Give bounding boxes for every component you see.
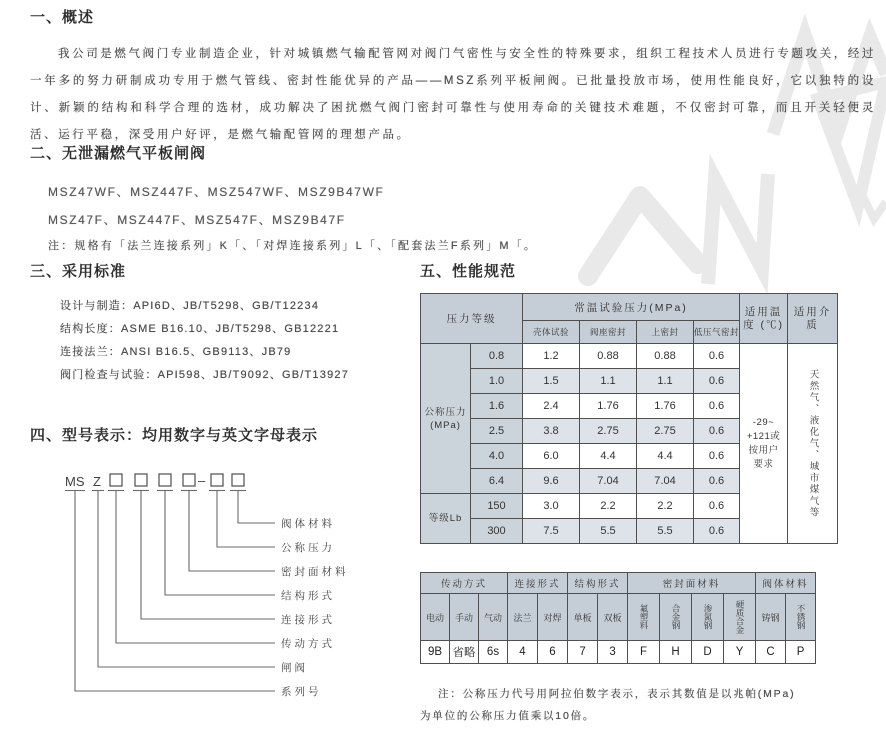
section-performance xyxy=(420,260,860,727)
model-code-box xyxy=(159,474,171,486)
section-overview xyxy=(30,6,876,149)
perf-cell: 2.2 xyxy=(637,494,694,519)
code-value: P xyxy=(786,641,816,664)
code-value: H xyxy=(660,641,692,664)
perf-group-pn: 公称压力 (MPa) xyxy=(421,344,471,494)
code-group-connection: 连接形式 xyxy=(508,573,568,594)
model-prefix-z: Z xyxy=(93,474,101,489)
code-sub-label: 双板 xyxy=(598,594,628,641)
model-code-box xyxy=(211,474,223,486)
code-sub-label-text: 不锈钢 xyxy=(796,604,807,630)
perf-cell: 3.0 xyxy=(523,494,580,519)
section-standards xyxy=(30,260,420,387)
perf-cell: 7.04 xyxy=(637,469,694,494)
code-sub-label: 电动 xyxy=(421,594,450,641)
perf-cell: 5.5 xyxy=(637,519,694,544)
perf-cell: 1.2 xyxy=(523,344,580,369)
code-group-seal: 密封面材料 xyxy=(628,573,756,594)
code-value: F xyxy=(628,641,660,664)
model-list-line-1: MSZ47WF、MSZ447F、MSZ547WF、MSZ9B47WF xyxy=(48,185,385,199)
code-sub-label xyxy=(786,594,816,641)
perf-subheader-backseat: 上密封 xyxy=(637,321,694,344)
diagram-label-gate-valve: 闸阀 xyxy=(281,662,308,674)
model-prefix-ms: MS xyxy=(65,474,85,489)
model-code-box xyxy=(232,474,244,486)
table-row xyxy=(421,344,838,369)
perf-row-label: 6.4 xyxy=(471,469,523,494)
medium-text: 天然气、液化气、城市煤气等 xyxy=(807,368,819,519)
table-row xyxy=(421,641,816,664)
diagram-label-structure: 结构形式 xyxy=(281,590,335,602)
model-list-line-2: MSZ47F、MSZ447F、MSZ547F、MSZ9B47F xyxy=(48,213,346,227)
perf-row-label: 1.0 xyxy=(471,369,523,394)
code-sub-label: 法兰 xyxy=(508,594,538,641)
perf-cell: 2.4 xyxy=(523,394,580,419)
note-line-2: 为单位的公称压力值乘以10倍。 xyxy=(420,710,596,722)
perf-cell: 9.6 xyxy=(523,469,580,494)
diagram-label-connection: 连接形式 xyxy=(281,614,335,626)
perf-row-label: 300 xyxy=(471,519,523,544)
code-sub-label xyxy=(724,594,756,641)
code-value: D xyxy=(692,641,724,664)
model-designation-diagram xyxy=(53,460,383,712)
perf-cell: 0.6 xyxy=(694,469,740,494)
code-group-structure: 结构形式 xyxy=(568,573,628,594)
code-sub-label: 单板 xyxy=(568,594,598,641)
perf-cell: 7.04 xyxy=(580,469,637,494)
code-group-drive: 传动方式 xyxy=(421,573,508,594)
diagram-label-body-material: 阀体材料 xyxy=(281,518,335,530)
perf-row-label: 4.0 xyxy=(471,444,523,469)
standard-item: 阀门检查与试验：API598、JB/T9092、GB/T13927 xyxy=(60,369,350,381)
section-model-code xyxy=(30,424,420,445)
perf-cell: 1.76 xyxy=(637,394,694,419)
perf-cell: 0.6 xyxy=(694,519,740,544)
perf-cell: 6.0 xyxy=(523,444,580,469)
code-table xyxy=(420,572,816,664)
code-sub-label: 手动 xyxy=(450,594,479,641)
section-standards-heading: 三、采用标准 xyxy=(30,263,127,280)
code-sub-label-text: 渗氮钢 xyxy=(703,604,714,630)
pressure-code-note xyxy=(420,683,860,727)
code-sub-label: 气动 xyxy=(479,594,508,641)
perf-row-label: 0.8 xyxy=(471,344,523,369)
section-models-heading: 二、无泄漏燃气平板闸阀 xyxy=(30,145,207,162)
perf-cell: 0.6 xyxy=(694,344,740,369)
code-sub-label xyxy=(692,594,724,641)
model-note: 注：规格有「法兰连接系列」K「、「对焊连接系列」L「、「配套法兰F系列」M「。 xyxy=(48,240,538,252)
perf-cell: 2.75 xyxy=(637,419,694,444)
model-code-dash: – xyxy=(198,473,206,488)
watermark-small-v xyxy=(862,194,886,219)
perf-cell: 1.76 xyxy=(580,394,637,419)
diagram-label-series: 系列号 xyxy=(281,686,322,698)
code-value: C xyxy=(756,641,786,664)
perf-cell: 0.6 xyxy=(694,394,740,419)
code-sub-label: 铸钢 xyxy=(756,594,786,641)
code-sub-label xyxy=(628,594,660,641)
section-performance-heading: 五、性能规范 xyxy=(420,263,517,280)
temp-line: -29~ xyxy=(752,416,775,428)
perf-cell: 2.2 xyxy=(580,494,637,519)
perf-row-label: 2.5 xyxy=(471,419,523,444)
code-group-body: 阀体材料 xyxy=(756,573,816,594)
standard-item: 结构长度：ASME B16.10、JB/T5298、GB12221 xyxy=(60,323,340,335)
section-model-code-heading: 四、型号表示：均用数字与英文字母表示 xyxy=(30,427,319,444)
code-value: 6s xyxy=(479,641,508,664)
table-row xyxy=(421,594,816,641)
code-value: 9B xyxy=(421,641,450,664)
temp-line: 要求 xyxy=(753,458,774,470)
code-value: 4 xyxy=(508,641,538,664)
model-code-box xyxy=(135,474,147,486)
perf-subheader-air: 低压气密封 xyxy=(694,321,740,344)
diagram-label-seal-material: 密封面材料 xyxy=(281,566,349,578)
perf-cell: 7.5 xyxy=(523,519,580,544)
perf-cell: 1.5 xyxy=(523,369,580,394)
code-value: 7 xyxy=(568,641,598,664)
perf-cell: 0.6 xyxy=(694,444,740,469)
perf-cell: 0.6 xyxy=(694,494,740,519)
diagram-label-nominal-pressure: 公称压力 xyxy=(281,542,335,554)
code-sub-label xyxy=(660,594,692,641)
section-models xyxy=(30,142,650,253)
overview-paragraph: 我公司是燃气阀门专业制造企业，针对城镇燃气输配管网对阀门气密性与安全性的特殊要求，组织工程技术人员进行专题攻关，经过一年多的努力研制成功专用于燃气管线、密封性能优异的产品——MSZ系列平板闸阀。已批量投放市场，使用性能良好，它以独特的设计、新颖的结构和科学合理的选材，成功解决了困扰燃气阀门密封可靠性与使用寿命的关键技术难题，不仅密封可靠，而且开关轻便灵活、运行平稳，深受用户好评，是燃气输配管网的理想产品。 xyxy=(30,48,876,141)
perf-cell: 0.88 xyxy=(580,344,637,369)
perf-cell: 5.5 xyxy=(580,519,637,544)
perf-medium-header: 适用介质 xyxy=(788,294,838,344)
perf-cell: 0.88 xyxy=(637,344,694,369)
perf-span-header: 常温试验压力(MPa) xyxy=(523,294,740,321)
perf-cell: 0.6 xyxy=(694,419,740,444)
code-sub-label-text: 氟塑料 xyxy=(639,604,650,630)
code-sub-label-text: 合金钢 xyxy=(671,604,682,630)
code-value: 3 xyxy=(598,641,628,664)
standard-item: 连接法兰：ANSI B16.5、GB9113、JB79 xyxy=(60,346,292,358)
perf-subheader-seat: 阀座密封 xyxy=(580,321,637,344)
perf-subheader-shell: 壳体试验 xyxy=(523,321,580,344)
perf-row-label: 150 xyxy=(471,494,523,519)
diagram-label-drive: 传动方式 xyxy=(281,638,335,650)
perf-temp-header: 适用温度 (℃) xyxy=(740,294,788,344)
perf-temp-value xyxy=(740,344,788,544)
perf-medium-value xyxy=(788,344,838,544)
code-value: 省略 xyxy=(450,641,479,664)
code-sub-label: 对焊 xyxy=(538,594,568,641)
model-code-box xyxy=(183,474,195,486)
perf-cell: 3.8 xyxy=(523,419,580,444)
perf-cell: 4.4 xyxy=(580,444,637,469)
perf-cell: 0.6 xyxy=(694,369,740,394)
code-value: Y xyxy=(724,641,756,664)
temp-line: +121或 xyxy=(746,430,781,442)
perf-cell: 4.4 xyxy=(637,444,694,469)
perf-cell: 1.1 xyxy=(637,369,694,394)
code-value: 6 xyxy=(538,641,568,664)
model-code-box xyxy=(110,474,122,486)
standard-item: 设计与制造：API6D、JB/T5298、GB/T12234 xyxy=(60,300,320,312)
perf-cell: 2.75 xyxy=(580,419,637,444)
perf-row-label: 1.6 xyxy=(471,394,523,419)
performance-table xyxy=(420,293,838,544)
code-sub-label-text: 硬质合金 xyxy=(735,600,746,634)
perf-cell: 1.1 xyxy=(580,369,637,394)
perf-corner-header: 压力等级 xyxy=(421,294,523,344)
section-overview-heading: 一、概述 xyxy=(30,9,95,26)
note-line-1: 注：公称压力代号用阿拉伯数字表示，表示其数值是以兆帕(MPa) xyxy=(438,688,796,700)
perf-group-class: 等级Lb xyxy=(421,494,471,544)
temp-line: 按用户 xyxy=(748,444,779,456)
